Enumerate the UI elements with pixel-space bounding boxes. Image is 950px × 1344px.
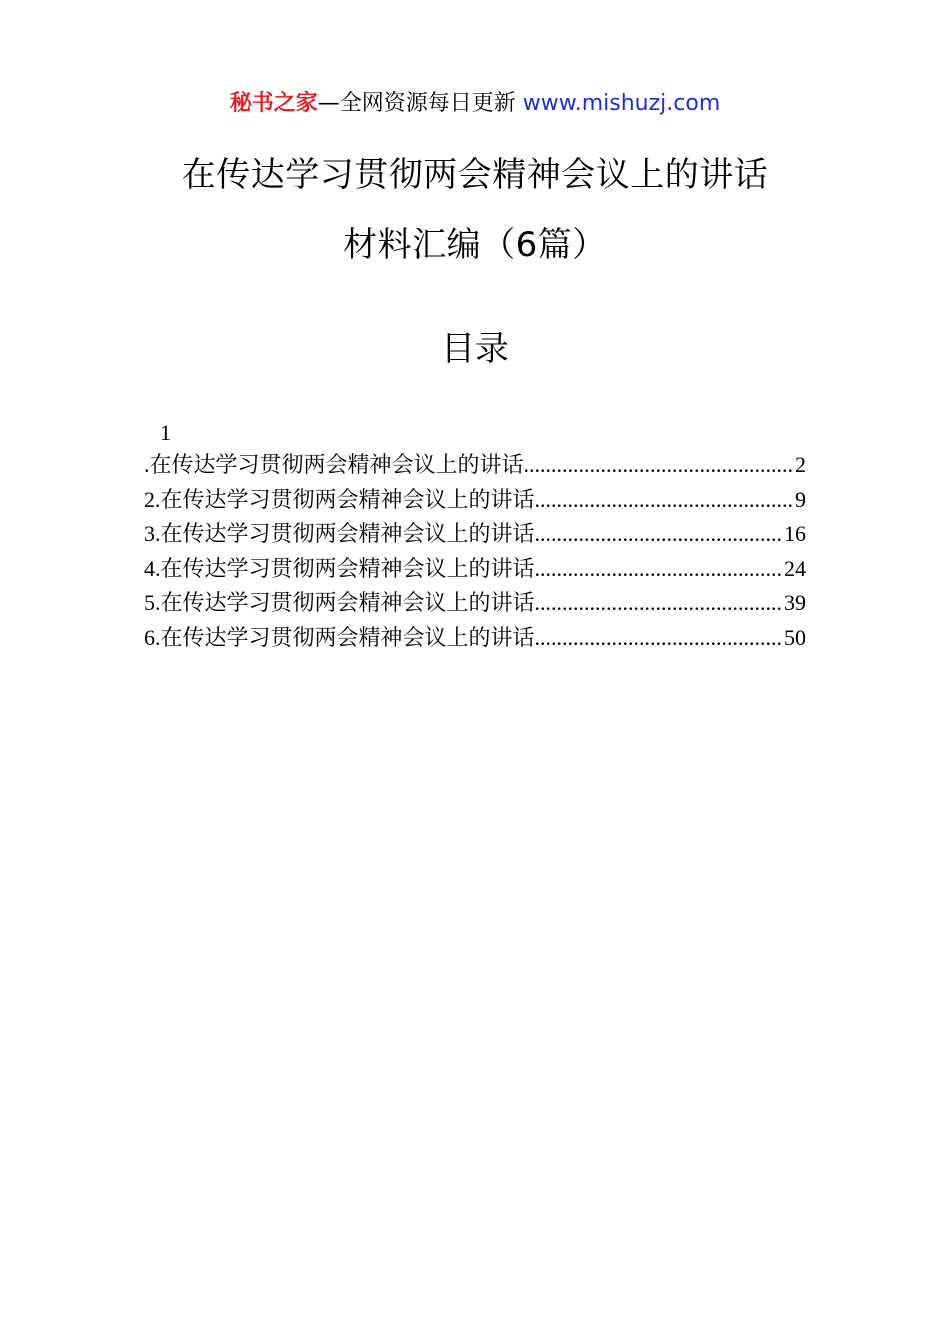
toc-entry-number: . bbox=[144, 452, 150, 477]
toc-entry[interactable] bbox=[144, 517, 806, 552]
site-tagline: —全网资源每日更新 bbox=[317, 91, 516, 116]
toc-entry-title: 在传达学习贯彻两会精神会议上的讲话 bbox=[160, 625, 535, 651]
toc-entry-title: 在传达学习贯彻两会精神会议上的讲话 bbox=[160, 522, 535, 547]
document-title-line-1: 在传达学习贯彻两会精神会议上的讲话 bbox=[181, 155, 769, 195]
site-brand: 秘书之家 bbox=[229, 91, 318, 116]
toc-entry-page: 2 bbox=[795, 452, 806, 477]
toc-entry-page: 9 bbox=[795, 486, 806, 512]
document-title-line-2: 材料汇编（6篇） bbox=[343, 225, 607, 265]
toc-entry-page: 16 bbox=[784, 521, 806, 546]
toc-entry-title: 在传达学习贯彻两会精神会议上的讲话 bbox=[149, 453, 524, 478]
toc-dot-leader bbox=[535, 517, 783, 552]
toc-entry-number: 4. bbox=[144, 555, 161, 581]
toc-entry-number: 2. bbox=[144, 486, 161, 512]
toc-entry-number: 5. bbox=[144, 590, 161, 615]
site-header bbox=[0, 88, 950, 120]
toc-entry-number: 3. bbox=[144, 521, 161, 546]
toc-entry-page: 39 bbox=[784, 590, 806, 615]
toc-entry-page: 24 bbox=[784, 555, 806, 581]
toc-stray-number: 1 bbox=[160, 420, 171, 445]
toc-entry-title: 在传达学习贯彻两会精神会议上的讲话 bbox=[160, 556, 535, 582]
toc-entry[interactable] bbox=[144, 448, 806, 483]
toc-entry-number: 6. bbox=[144, 624, 161, 650]
toc-dot-leader bbox=[535, 586, 783, 621]
toc-dot-leader bbox=[535, 483, 794, 518]
toc-dot-leader bbox=[524, 448, 794, 483]
toc-entry[interactable] bbox=[144, 552, 806, 587]
toc-entry[interactable] bbox=[144, 586, 806, 621]
site-url-link[interactable]: www.mishuzj.com bbox=[522, 91, 721, 116]
toc-entry[interactable] bbox=[144, 483, 806, 518]
toc-entry-title: 在传达学习贯彻两会精神会议上的讲话 bbox=[160, 591, 535, 616]
table-of-contents bbox=[144, 418, 806, 655]
toc-heading: 目录 bbox=[441, 329, 509, 369]
toc-dot-leader bbox=[535, 621, 783, 656]
toc-entry-page: 50 bbox=[784, 624, 806, 650]
toc-entry-title: 在传达学习贯彻两会精神会议上的讲话 bbox=[160, 487, 535, 513]
toc-dot-leader bbox=[535, 552, 783, 587]
toc-entry[interactable] bbox=[144, 621, 806, 656]
